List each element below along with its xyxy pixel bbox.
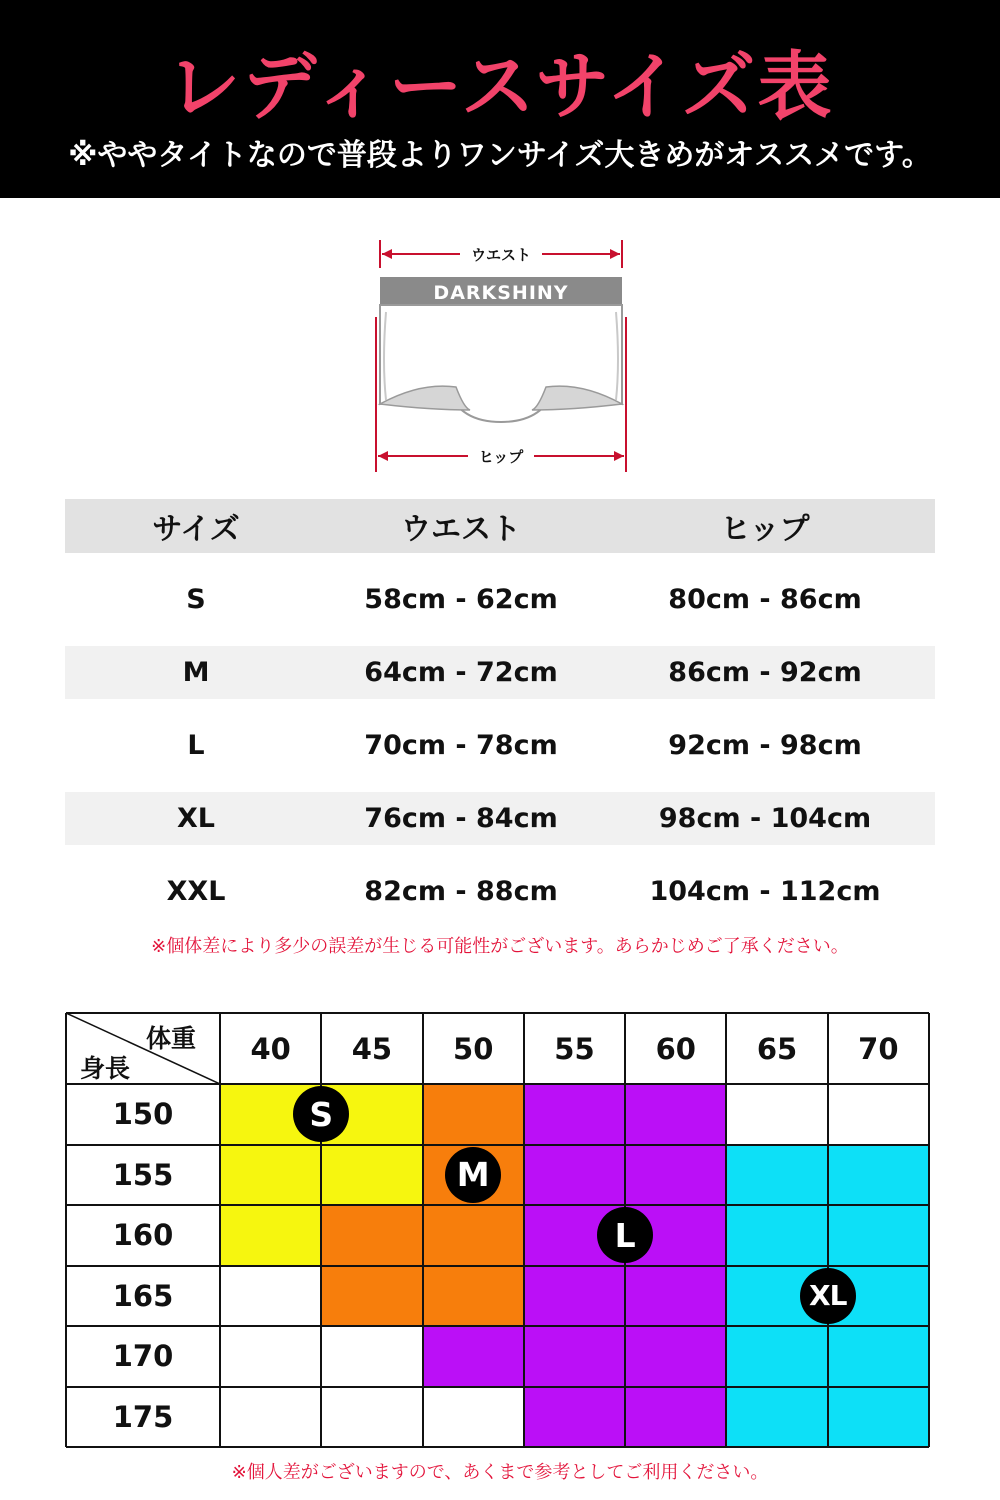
fit-cell-xl [828, 1145, 929, 1206]
grid-line [827, 1013, 829, 1447]
fit-cell-l [423, 1326, 524, 1387]
fit-cell-m [321, 1266, 422, 1327]
height-header: 160 [112, 1218, 174, 1253]
fit-cell-xl [828, 1387, 929, 1448]
hip-dimension-label: ヒップ [478, 448, 524, 466]
waist-cell: 64cm - 72cm [364, 657, 558, 688]
disclaimer-note: ※個人差がございますので、あくまで参考としてご利用ください。 [231, 1462, 769, 1483]
weight-header: 55 [554, 1031, 595, 1066]
size-badge-s: S [293, 1086, 349, 1142]
fit-cell-xl [726, 1145, 827, 1206]
fit-cell-m [423, 1084, 524, 1145]
hip-cell: 104cm - 112cm [649, 876, 881, 907]
garment-diagram [360, 232, 640, 478]
brand-logo: DARKSHINY [433, 282, 569, 304]
corner-diagonal [66, 1013, 220, 1084]
header-waist: ウエスト [401, 512, 521, 547]
hip-cell: 86cm - 92cm [668, 657, 862, 688]
header-banner [0, 0, 1000, 198]
fit-cell-none [220, 1387, 321, 1448]
waist-cell: 58cm - 62cm [364, 584, 558, 615]
size-badge-m: M [445, 1147, 501, 1203]
fit-cell-none [726, 1084, 827, 1145]
fit-cell-xl [828, 1205, 929, 1266]
size-badge-l: L [597, 1207, 653, 1263]
fit-cell-s [220, 1145, 321, 1206]
hip-cell: 98cm - 104cm [658, 803, 872, 834]
size-cell: M [182, 657, 210, 688]
fit-cell-none [220, 1266, 321, 1327]
fit-cell-xl [828, 1326, 929, 1387]
header-size: サイズ [152, 512, 240, 547]
size-cell: L [187, 730, 205, 761]
height-header: 165 [112, 1278, 174, 1313]
fit-cell-l [524, 1145, 625, 1206]
size-table-header [65, 499, 935, 553]
grid-line [66, 1386, 929, 1388]
height-header: 175 [112, 1399, 174, 1434]
grid-line [725, 1013, 727, 1447]
fit-cell-l [625, 1084, 726, 1145]
size-table [65, 499, 935, 918]
fit-cell-s [321, 1145, 422, 1206]
header-hip: ヒップ [720, 512, 810, 547]
hip-cell: 80cm - 86cm [668, 584, 862, 615]
size-badge-xl: XL [800, 1268, 856, 1324]
fit-cell-m [321, 1205, 422, 1266]
grid-line [66, 1446, 929, 1448]
fit-cell-l [524, 1266, 625, 1327]
waist-cell: 70cm - 78cm [364, 730, 558, 761]
fit-cell-xl [726, 1326, 827, 1387]
weight-header: 65 [756, 1031, 798, 1066]
grid-line [66, 1325, 929, 1327]
grid-line [523, 1013, 525, 1447]
weight-header: 70 [858, 1031, 899, 1066]
height-header: 150 [112, 1097, 174, 1132]
fit-cell-l [625, 1266, 726, 1327]
height-axis-label: 身長 [80, 1054, 131, 1083]
fit-cell-xl [726, 1387, 827, 1448]
waist-cell: 76cm - 84cm [364, 803, 558, 834]
fit-chart [66, 1013, 929, 1447]
weight-header: 50 [453, 1031, 494, 1066]
table-row [65, 865, 935, 918]
waist-dimension-label: ウエスト [470, 246, 532, 264]
fit-cell-m [423, 1266, 524, 1327]
fit-cell-l [625, 1145, 726, 1206]
table-row [65, 792, 935, 845]
page-subtitle: ※ややタイトなので普段よりワンサイズ大きめがオススメです。 [68, 138, 932, 173]
tolerance-note: ※個体差により多少の誤差が生じる可能性がございます。あらかじめご了承ください。 [151, 936, 849, 957]
grid-line [66, 1265, 929, 1267]
fit-cell-l [524, 1084, 625, 1145]
fit-cell-none [321, 1326, 422, 1387]
fit-cell-l [524, 1387, 625, 1448]
fit-cell-m [423, 1205, 524, 1266]
waist-cell: 82cm - 88cm [364, 876, 558, 907]
fit-cell-l [625, 1387, 726, 1448]
grid-line [422, 1013, 424, 1447]
table-row [65, 719, 935, 772]
size-cell: XL [176, 803, 216, 834]
height-header: 155 [112, 1157, 174, 1192]
fit-cell-none [423, 1387, 524, 1448]
hip-cell: 92cm - 98cm [668, 730, 862, 761]
grid-line [928, 1013, 930, 1447]
height-header: 170 [112, 1339, 174, 1374]
briefs-illustration-icon [360, 232, 640, 478]
grid-line [320, 1013, 322, 1447]
weight-axis-label: 体重 [146, 1024, 197, 1053]
weight-header: 45 [351, 1031, 393, 1066]
grid-line [66, 1204, 929, 1206]
fit-cell-l [524, 1326, 625, 1387]
table-row [65, 573, 935, 626]
weight-header: 40 [250, 1031, 291, 1066]
page-title: レディースサイズ表 [166, 44, 834, 130]
fit-cell-none [321, 1387, 422, 1448]
fit-cell-xl [726, 1205, 827, 1266]
fit-cell-l [625, 1326, 726, 1387]
fit-cell-none [828, 1084, 929, 1145]
size-cell: XXL [166, 876, 226, 907]
fit-cell-none [220, 1326, 321, 1387]
grid-line [66, 1144, 929, 1146]
weight-header: 60 [655, 1031, 696, 1066]
table-row [65, 646, 935, 699]
size-cell: S [186, 584, 206, 615]
fit-cell-s [220, 1205, 321, 1266]
